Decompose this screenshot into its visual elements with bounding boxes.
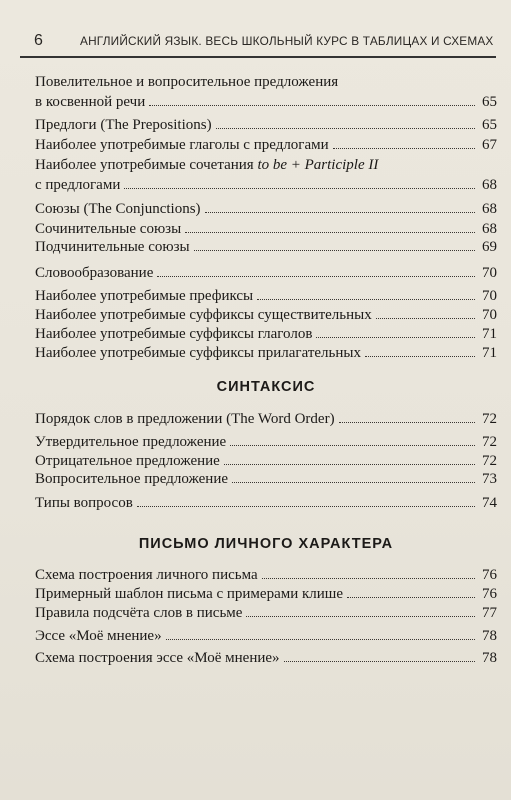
page-number: 6 bbox=[34, 32, 43, 49]
toc-entry-title-italic: to be + Participle II bbox=[257, 157, 379, 173]
toc-entry bbox=[35, 409, 497, 429]
toc-entry-title: Союзы (The Conjunctions) bbox=[35, 201, 201, 217]
section-heading-personal-letter: ПИСЬМО ЛИЧНОГО ХАРАКТЕРА bbox=[138, 536, 394, 552]
toc-entry-title: Примерный шаблон письма с примерами клише bbox=[35, 586, 344, 602]
section-heading-syntax: СИНТАКСИС bbox=[216, 379, 316, 395]
toc-page-number: 71 bbox=[482, 326, 497, 342]
dot-leader bbox=[232, 481, 475, 483]
toc-entry bbox=[35, 286, 497, 306]
toc-entry-title: в косвенной речи bbox=[35, 94, 146, 110]
toc-entry-title: Отрицательное предложение bbox=[35, 453, 220, 469]
dot-leader bbox=[194, 249, 475, 251]
toc-entry bbox=[35, 115, 497, 135]
toc-entry-title: Правила подсчёта слов в письме bbox=[35, 605, 243, 621]
toc-entry-title: Схема построения эссе «Моё мнение» bbox=[35, 650, 280, 666]
toc-page-number: 65 bbox=[482, 117, 497, 133]
toc-entry-title: Наиболее употребимые суффиксы прилагательных bbox=[35, 345, 361, 361]
dot-leader bbox=[347, 596, 475, 598]
toc-entry-title: Порядок слов в предложении (The Word Order) bbox=[35, 411, 335, 427]
toc-entry bbox=[35, 469, 497, 489]
dot-leader bbox=[376, 317, 475, 319]
toc-page-number: 70 bbox=[482, 288, 497, 304]
dot-leader bbox=[284, 660, 475, 662]
toc-entry bbox=[35, 432, 497, 452]
dot-leader bbox=[262, 577, 475, 579]
toc-entry-title: Наиболее употребимые глаголы с предлогами bbox=[35, 137, 329, 153]
toc-page-number: 74 bbox=[482, 495, 497, 511]
toc-entry-title: Наиболее употребимые суффиксы существительных bbox=[35, 307, 372, 323]
header-rule bbox=[20, 56, 496, 58]
toc-entry-title: Словообразование bbox=[35, 265, 154, 281]
toc-entry-title: Типы вопросов bbox=[35, 495, 133, 511]
toc-page-number: 76 bbox=[482, 586, 497, 602]
toc-entry bbox=[35, 199, 497, 219]
toc-entry-title: Сочинительные союзы bbox=[35, 221, 182, 237]
toc-page-number: 78 bbox=[482, 628, 497, 644]
toc-entry-title-line1 bbox=[35, 155, 497, 175]
dot-leader bbox=[224, 463, 475, 465]
toc-entry bbox=[35, 565, 497, 585]
toc-page-number: 69 bbox=[482, 239, 497, 255]
toc-entry-title: Эссе «Моё мнение» bbox=[35, 628, 162, 644]
running-title: АНГЛИЙСКИЙ ЯЗЫК. ВЕСЬ ШКОЛЬНЫЙ КУРС В ТАБЛИЦАХ И СХЕМАХ bbox=[80, 34, 494, 48]
toc-entry bbox=[35, 305, 497, 325]
dot-leader bbox=[166, 638, 475, 640]
dot-leader bbox=[149, 104, 475, 106]
dot-leader bbox=[157, 275, 475, 277]
toc-page-number: 72 bbox=[482, 453, 497, 469]
toc-page-number: 65 bbox=[482, 94, 497, 110]
toc-entry bbox=[35, 155, 497, 195]
dot-leader bbox=[316, 336, 475, 338]
dot-leader bbox=[230, 444, 475, 446]
toc-entry bbox=[35, 72, 497, 112]
dot-leader bbox=[365, 355, 475, 357]
toc-page-number: 68 bbox=[482, 177, 497, 193]
toc-entry bbox=[35, 135, 497, 155]
toc-page-number: 68 bbox=[482, 221, 497, 237]
toc-entry-title: Подчинительные союзы bbox=[35, 239, 190, 255]
page-header bbox=[20, 30, 496, 52]
toc-entry-title-line1: Повелительное и вопросительное предложения bbox=[35, 74, 339, 90]
dot-leader bbox=[205, 211, 475, 213]
toc-entry-title: Предлоги (The Prepositions) bbox=[35, 117, 212, 133]
toc-entry bbox=[35, 626, 497, 646]
dot-leader bbox=[124, 187, 475, 189]
toc-page-number: 78 bbox=[482, 650, 497, 666]
toc-page-number: 70 bbox=[482, 307, 497, 323]
toc-entry bbox=[35, 263, 497, 283]
toc-entry-title: Наиболее употребимые суффиксы глаголов bbox=[35, 326, 313, 342]
dot-leader bbox=[216, 127, 475, 129]
dot-leader bbox=[185, 231, 475, 233]
toc-page-number: 72 bbox=[482, 411, 497, 427]
toc-entry bbox=[35, 237, 497, 257]
dot-leader bbox=[257, 298, 475, 300]
toc-entry bbox=[35, 584, 497, 604]
toc-page-number: 68 bbox=[482, 201, 497, 217]
toc-entry bbox=[35, 219, 497, 239]
toc-entry-title: Наиболее употребимые префиксы bbox=[35, 288, 254, 304]
dot-leader bbox=[137, 505, 475, 507]
toc-page-number: 71 bbox=[482, 345, 497, 361]
toc-entry bbox=[35, 451, 497, 471]
toc-page-number: 73 bbox=[482, 471, 497, 487]
toc-entry-title: с предлогами bbox=[35, 177, 121, 193]
toc-entry-title: Схема построения личного письма bbox=[35, 567, 258, 583]
dot-leader bbox=[339, 421, 475, 423]
toc-entry-title: Вопросительное предложение bbox=[35, 471, 229, 487]
toc-page-number: 77 bbox=[482, 605, 497, 621]
toc-entry bbox=[35, 603, 497, 623]
dot-leader bbox=[246, 615, 475, 617]
toc-page-number: 67 bbox=[482, 137, 497, 153]
toc-entry-title: Утвердительное предложение bbox=[35, 434, 227, 450]
toc-page-number: 72 bbox=[482, 434, 497, 450]
toc-page-number: 76 bbox=[482, 567, 497, 583]
toc-entry bbox=[35, 324, 497, 344]
toc-entry bbox=[35, 493, 497, 513]
toc-entry-title-part: Наиболее употребимые сочетания bbox=[35, 157, 258, 173]
dot-leader bbox=[333, 147, 475, 149]
toc-page-number: 70 bbox=[482, 265, 497, 281]
toc-entry bbox=[35, 648, 497, 668]
toc-entry bbox=[35, 343, 497, 363]
